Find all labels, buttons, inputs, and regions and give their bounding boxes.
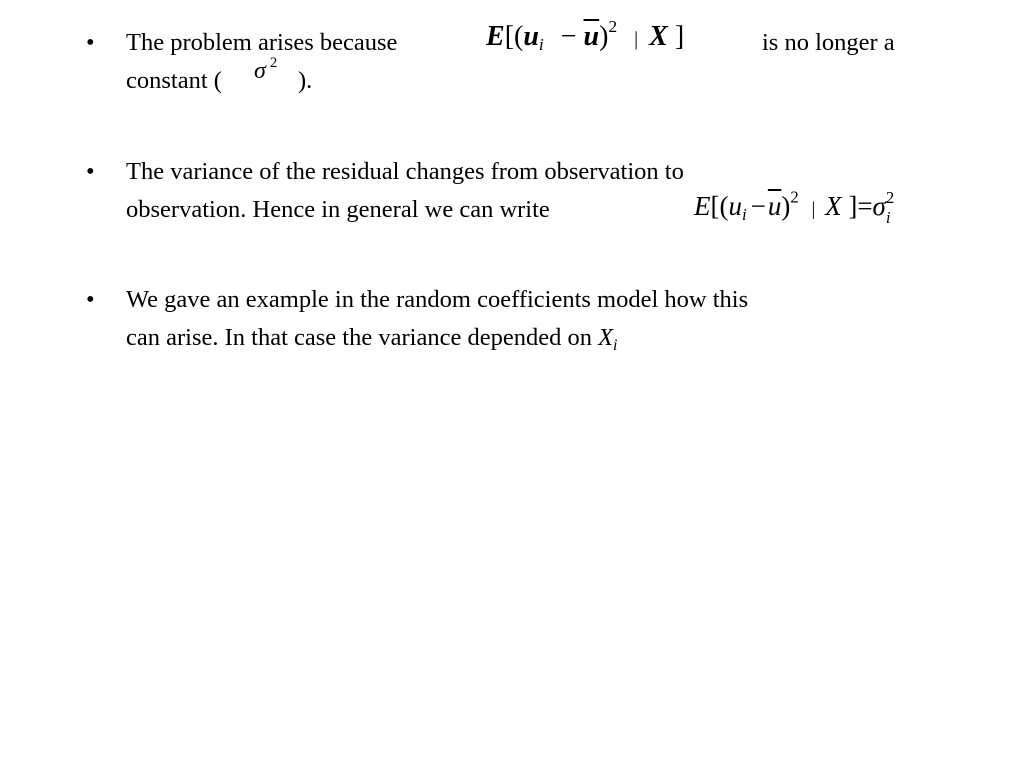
bullet-marker: •: [86, 158, 95, 185]
bullet-2-line-2: [126, 187, 966, 229]
variable-x-subscript: i: [613, 336, 618, 354]
bullet-1-line-2-text: constant (: [126, 67, 222, 94]
bullet-3: [86, 281, 966, 357]
bullet-3-text: [126, 281, 966, 357]
bullet-3-line-2-text: can arise. In that case the variance depended on: [126, 324, 592, 351]
bullet-1-text: [126, 16, 966, 100]
bullet-1-line-1-text: The problem arises because: [126, 29, 398, 56]
equation-heteroskedastic-variance: $E[(u_i -\overline{u})^2$ | X ]=σ 2 i: [694, 187, 895, 227]
variable-x: X: [598, 324, 614, 351]
bullet-1-line-1: [126, 16, 966, 62]
bullet-1-line-2: [126, 54, 966, 100]
bullet-2-text: [126, 153, 966, 229]
bullet-2-line-2-text: observation. Hence in general we can write: [126, 196, 550, 223]
bullet-3-line-2: [126, 319, 966, 357]
bullet-1-line-2-tail: ).: [298, 67, 313, 94]
bullet-marker: •: [86, 286, 95, 313]
bullet-1: [86, 16, 966, 100]
bullet-2: [86, 153, 966, 229]
bullet-1-line-1-tail: is no longer a: [762, 29, 895, 56]
equation-conditional-expectation: $E[(u_i - \overline{u})^2$ | X ]: [486, 16, 685, 55]
bullet-marker: •: [86, 29, 95, 56]
bullet-3-line-1: We gave an example in the random coefficients model how this: [126, 286, 749, 313]
equation-sigma-squared: σ $^2$: [254, 54, 278, 84]
bullet-2-line-1: The variance of the residual changes from observation to: [126, 158, 684, 185]
